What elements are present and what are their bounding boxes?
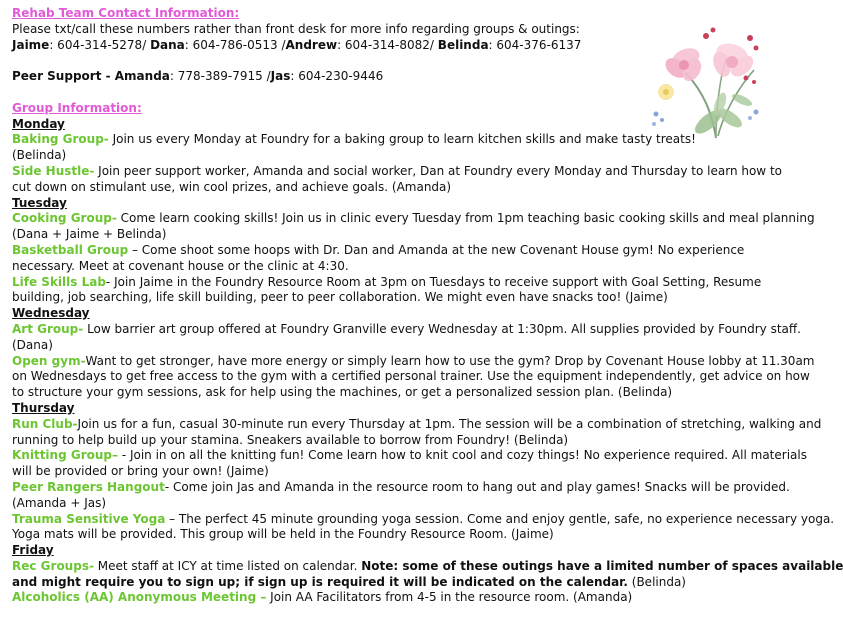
contact-name: Belinda [437,37,489,52]
group-description: necessary. Meet at covenant house or the clinic at 4:30. [12,258,349,273]
group-description: will be provided or bring your own! (Jaime) [12,464,269,479]
day-heading-friday: Friday [12,543,54,558]
group-description: - Join Jaime in the Foundry Resource Room at 3pm on Tuesdays to receive support with Goal Setting, Resume [105,274,762,289]
group-description: Yoga mats will be provided. This group will be held in the Foundry Resource Room. (Jaime) [12,527,554,542]
contact-phone: : 604-314-8082/ [337,37,438,52]
contact-heading: Rehab Team Contact Information: [12,6,240,20]
group-description: Join us every Monday at Foundry for a baking group to learn kitchen skills and make tasty treats! [108,132,696,147]
group-description: Meet staff at ICY at time listed on calendar. [93,558,362,573]
document-body [12,6,843,606]
group-description: running to help build up your stamina. Sneakers available to borrow from Foundry! (Belinda) [12,432,569,447]
group-description: (Dana) [12,337,53,352]
group-description: building, job searching, life skill building, peer to peer collaboration. We might even have snacks too! (Jaime) [12,290,668,305]
group-description: Low barrier art group offered at Foundry Granville every Wednesday at 1:30pm. All supplies provided by Foundry staff. [83,321,801,336]
group-description: (Dana + Jaime + Belinda) [12,227,167,242]
contact-name: Jas [270,69,291,84]
day-heading-tuesday: Tuesday [12,195,67,210]
contact-name: Dana [150,37,185,52]
peer-support-label: Peer Support - Amanda [12,69,170,84]
day-heading-thursday: Thursday [12,400,75,415]
group-description: - Come join Jas and Amanda in the resource room to hang out and play games! Snacks will be provided. [164,479,790,494]
group-description: (Belinda) [12,148,67,163]
group-title-life-skills: Life Skills Lab [12,274,106,289]
flower-bouquet-icon [646,18,764,148]
group-title-art: Art Group- [12,321,84,336]
group-title-knitting: Knitting Group– [12,448,118,463]
contact-numbers [12,38,714,54]
contact-phone: : 604-786-0513 / [184,37,286,52]
group-title-aa-meeting: Alcoholics (AA) Anonymous Meeting – [12,590,267,605]
contact-phone: : 778-389-7915 / [169,69,271,84]
signup-note: and might require you to sign up; if sign up is required it will be indicated on the calendar. [12,574,628,589]
group-title-rec-groups: Rec Groups- [12,558,94,573]
group-description: Join us for a fun, casual 30-minute run every Thursday at 1pm. The session will be a combination of stretching, walking and [77,416,822,431]
signup-note: Note: some of these outings have a limited number of spaces available [361,558,843,573]
group-title-peer-rangers: Peer Rangers Hangout [12,479,165,494]
group-title-cooking: Cooking Group- [12,211,117,226]
group-title-run-club: Run Club- [12,416,78,431]
group-description: (Belinda) [627,574,686,589]
contact-phone: : 604-230-9446 [290,69,384,84]
group-info-heading: Group Information: [12,100,142,115]
group-description: cut down on stimulant use, win cool prizes, and achieve goals. (Amanda) [12,179,452,194]
contact-intro: Please txt/call these numbers rather than front desk for more info regarding groups & outings: [12,21,580,36]
peer-support-line [12,69,714,85]
contact-phone: : 604-376-6137 [488,37,582,52]
group-description: – Come shoot some hoops with Dr. Dan and Amanda at the new Covenant House gym! No experience [128,242,745,257]
contact-phone: : 604-314-5278/ [49,37,151,52]
group-description: to structure your gym sessions, ask for help using the machines, or get a personalized session plan. (Belinda) [12,385,673,400]
group-title-basketball: Basketball Group [12,242,129,257]
group-title-yoga: Trauma Sensitive Yoga [12,511,166,526]
group-description: – The perfect 45 minute grounding yoga session. Come and enjoy gentle, safe, no experience necessary yoga. [165,511,835,526]
group-description: (Amanda + Jas) [12,495,107,510]
group-description: on Wednesdays to get free access to the gym with a certified personal trainer. Use the equipment independently, get advice on how [12,369,810,384]
contact-name: Andrew [285,37,338,52]
group-title-side-hustle: Side Hustle- [12,163,95,178]
group-description: Join AA Facilitators from 4-5 in the resource room. (Amanda) [266,590,633,605]
group-title-baking: Baking Group- [12,132,109,147]
group-description: Join peer support worker, Amanda and social worker, Dan at Foundry every Monday and Thursday to learn how to [94,163,782,178]
group-title-open-gym: Open gym- [12,353,86,368]
contact-name: Jaime [12,37,50,52]
day-heading-monday: Monday [12,116,65,131]
day-heading-wednesday: Wednesday [12,306,90,321]
group-description: Want to get stronger, have more energy or simply learn how to use the gym? Drop by Covenant House lobby at 11.30am [85,353,815,368]
group-description: Come learn cooking skills! Join us in clinic every Tuesday from 1pm teaching basic cooking skills and meal planning [116,211,815,226]
group-description: - Join in on all the knitting fun! Come learn how to knit cool and cozy things! No experience required. All materials [118,448,807,463]
